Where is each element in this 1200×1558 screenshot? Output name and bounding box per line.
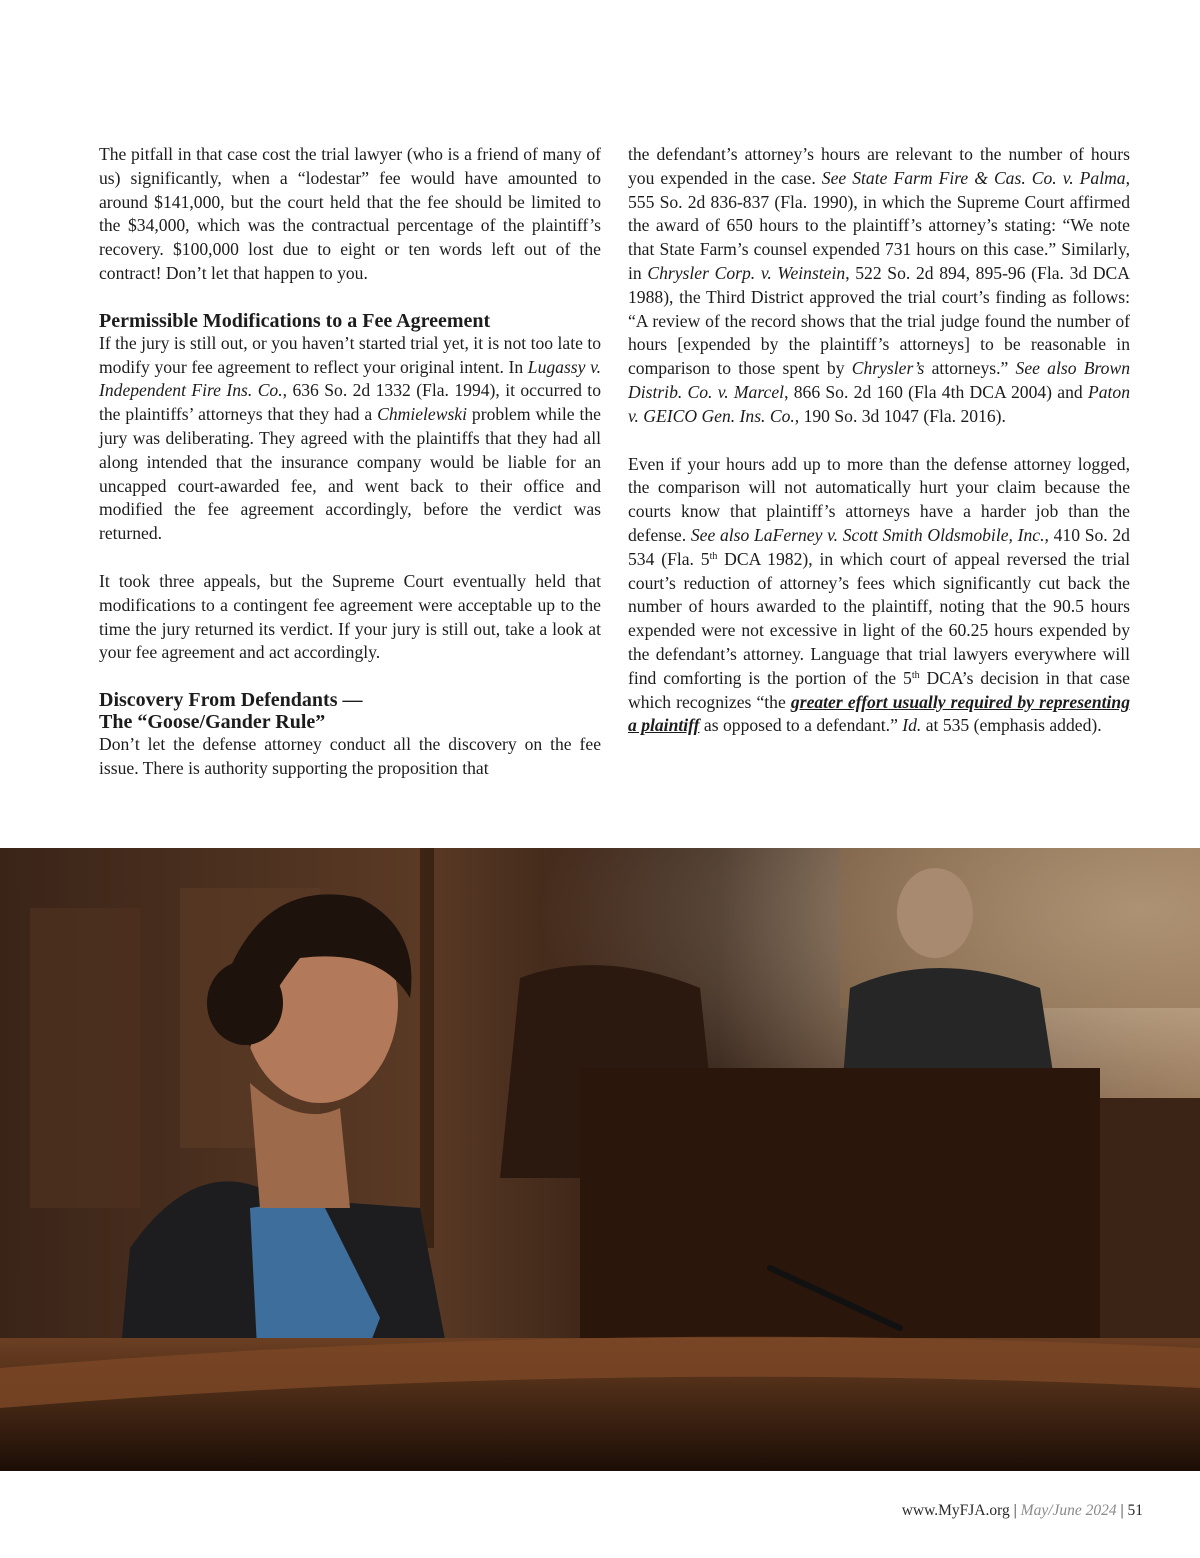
text-run: DCA’s decision in that case which recognizes “the	[628, 667, 1130, 712]
paragraph	[99, 332, 601, 546]
page-number: 51	[1127, 1502, 1143, 1519]
case-citation: Id.	[902, 715, 922, 736]
heading-line: The “Goose/Gander Rule”	[99, 711, 326, 734]
text-run: , 636 So. 2d 1332 (Fla. 1994), it occurred to the plaintiffs’ attorneys that they had a	[99, 380, 601, 425]
text-run: problem while the jury was deliberating. They agreed with the plaintiffs that they had all along intended that the insurance company would be liable for an uncapped court-awarded fee, and went back to their office and modified the fee agreement accordingly, before the verdict was returned.	[99, 404, 601, 544]
case-citation: Paton v. GEICO Gen. Ins. Co.,	[628, 381, 1130, 426]
case-citation: Lugassy v. Independent Fire Ins. Co.	[99, 356, 601, 401]
section-heading: Permissible Modifications to a Fee Agreement	[99, 309, 491, 332]
text-run: , 866 So. 2d 160 (Fla 4th DCA 2004) and	[784, 381, 1088, 402]
page-footer	[902, 1502, 1143, 1520]
text-run: attorneys.”	[924, 358, 1016, 379]
paragraph: Don’t let the defense attorney conduct all the discovery on the fee issue. There is authority supporting the proposition that	[99, 734, 601, 778]
case-citation: Chmielewski	[377, 404, 467, 425]
text-run: the defendant’s attorney’s hours are relevant to the number of hours you expended in the case.	[628, 144, 1130, 188]
courtroom-illustration	[0, 848, 1200, 1471]
text-run: 190 So. 3d 1047 (Fla. 2016).	[799, 405, 1006, 426]
left-column	[99, 143, 601, 781]
case-citation: See State Farm Fire & Cas. Co. v. Palma	[821, 167, 1126, 188]
text-run: 410 So. 2d 534 (Fla. 5	[628, 524, 1130, 569]
case-citation: See also Brown Distrib. Co. v. Marcel	[628, 358, 1130, 402]
paragraph: It took three appeals, but the Supreme Court eventually held that modifications to a contingent fee agreement were acceptable up to the time the jury returned its verdict. If your jury is still out, take a look at your fee agreement and act accordingly.	[99, 570, 601, 663]
emphasized-quote: greater effort usually required by representing a plaintiff	[628, 691, 1130, 736]
text-run: Even if your hours add up to more than the defense attorney logged, the comparison will not automatically hurt your claim because the courts know that plaintiff’s attorneys have a harder job than the defense.	[628, 453, 1130, 545]
heading-line: Discovery From Defendants —	[99, 689, 363, 712]
website-link[interactable]: www.MyFJA.org	[901, 1502, 1010, 1519]
issue-date: May/June 2024	[1020, 1502, 1117, 1519]
ordinal-superscript: th	[911, 669, 920, 681]
text-run: as opposed to a defendant.”	[699, 715, 903, 736]
text-run: DCA 1982), in which court of appeal reversed the trial court’s reduction of attorney’s fees which significantly cut back the number of hours awarded to the plaintiff, noting that the 90.5 hours expended were not excessive in light of the 60.25 hours expended by the defendant’s attorney. Language that trial lawyers everywhere will find comforting is the portion of the 5	[628, 548, 1130, 688]
separator: |	[1009, 1502, 1021, 1519]
text-run: at 535 (emphasis added).	[921, 715, 1102, 736]
ordinal-superscript: th	[709, 550, 718, 562]
text-run: , 555 So. 2d 836-837 (Fla. 1990), in which the Supreme Court affirmed the award of 650 hours to the plaintiff’s attorney’s stating: “We note that State Farm’s counsel expended 731 hours on this case.” Similarly, in	[628, 167, 1130, 283]
courtroom-photo	[0, 848, 1200, 1471]
case-citation: Chrysler’s	[851, 358, 925, 379]
case-citation: Chrysler Corp. v. Weinstein	[647, 262, 846, 283]
paragraph	[628, 453, 1130, 739]
paragraph: The pitfall in that case cost the trial lawyer (who is a friend of many of us) significantly, when a “lodestar” fee would have amounted to around $141,000, but the court held that the fee should be limited to the $34,000, which was the contractual percentage of the plaintiff’s recovery. $100,000 lost due to eight or ten words left out of the contract! Don’t let that happen to you.	[99, 144, 601, 283]
section-heading	[99, 689, 601, 733]
text-run: If the jury is still out, or you haven’t started trial yet, it is not too late to modify your fee agreement to reflect your original intent. In	[99, 332, 601, 377]
case-citation: See also LaFerney v. Scott Smith Oldsmobile, Inc.,	[690, 524, 1049, 545]
text-run: , 522 So. 2d 894, 895-96 (Fla. 3d DCA 1988), the Third District approved the trial court’s finding as follows: “A review of the record shows that the trial judge found the number of hours [expended by the plaintiff’s attorneys] to be reasonable in comparison to those spent by	[628, 262, 1130, 379]
separator: |	[1116, 1502, 1128, 1519]
right-column	[628, 143, 1130, 738]
paragraph	[628, 143, 1130, 429]
